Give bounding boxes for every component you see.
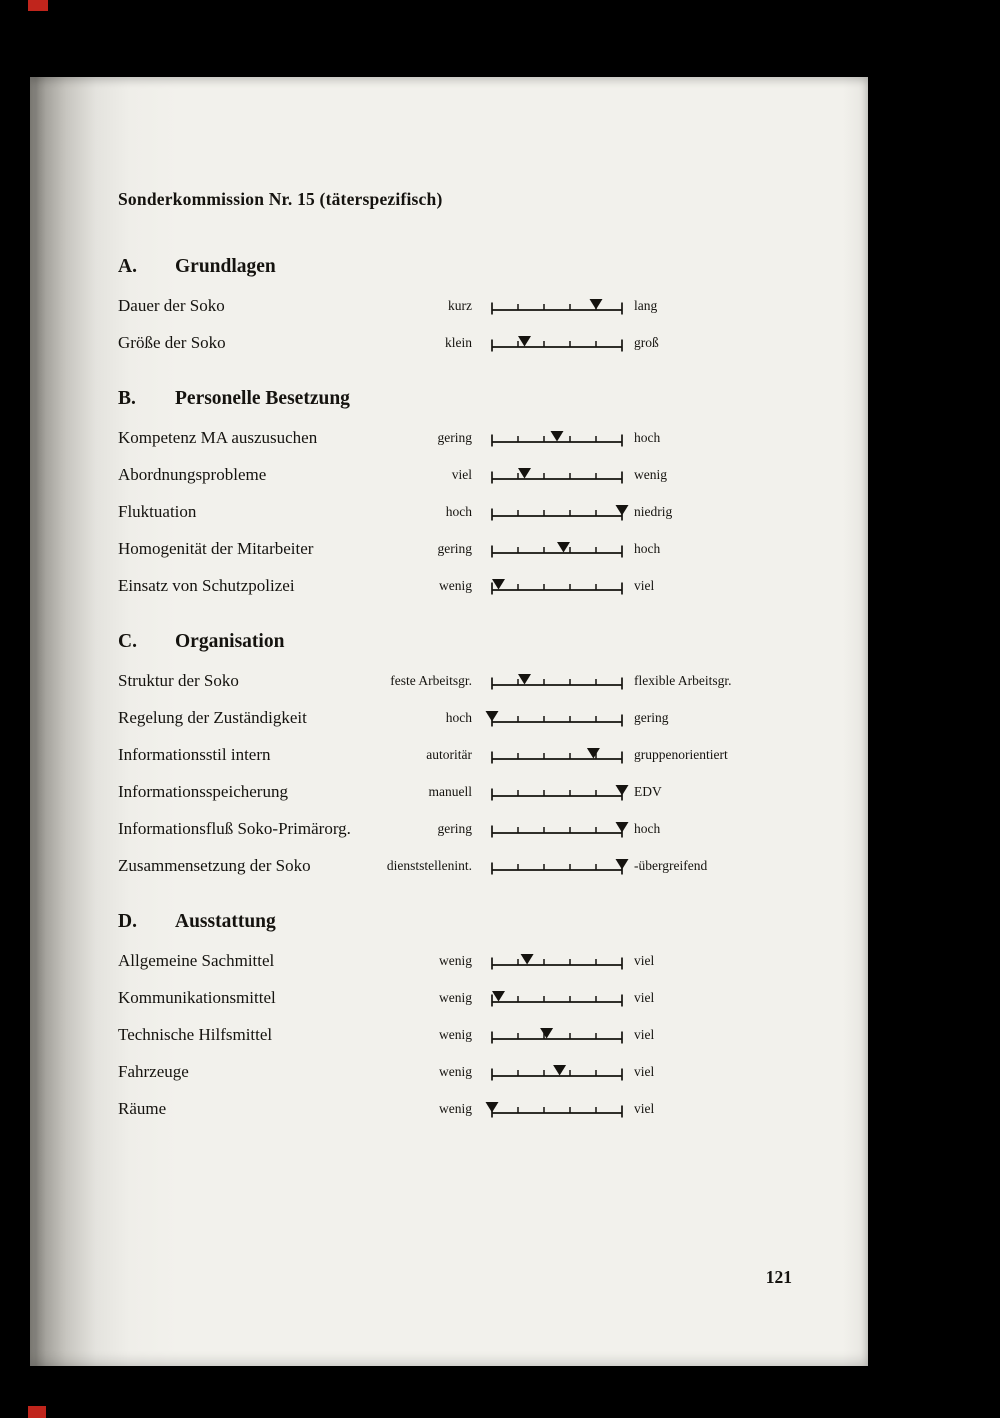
book-page bbox=[30, 77, 868, 1366]
row-label: Regelung der Zuständigkeit bbox=[118, 707, 307, 727]
section-heading bbox=[118, 388, 868, 410]
scale-marker-triangle-icon bbox=[540, 1028, 553, 1039]
rating-scale bbox=[484, 573, 630, 599]
row-label: Kompetenz MA auszusuchen bbox=[118, 427, 318, 447]
right-anchor-label: -übergreifend bbox=[634, 857, 708, 873]
right-anchor-label: hoch bbox=[634, 429, 661, 445]
scale-marker-triangle-icon bbox=[486, 1102, 499, 1113]
scale-marker-triangle-icon bbox=[486, 711, 499, 722]
page-content bbox=[30, 77, 868, 1127]
row-label: Informationsfluß Soko-Primärorg. bbox=[118, 818, 351, 838]
rating-row bbox=[118, 456, 868, 493]
right-anchor-label: EDV bbox=[634, 783, 662, 799]
scale-marker-triangle-icon bbox=[492, 991, 505, 1002]
left-anchor-label: wenig bbox=[439, 1100, 472, 1116]
left-anchor-label: wenig bbox=[439, 989, 472, 1005]
rating-scale bbox=[484, 462, 630, 488]
scale-cell bbox=[472, 1059, 634, 1085]
left-anchor-label: dienststellenint. bbox=[386, 857, 472, 873]
rating-scale bbox=[484, 330, 630, 356]
rating-scale bbox=[484, 742, 630, 768]
scale-marker-triangle-icon bbox=[616, 859, 629, 870]
scale-marker-triangle-icon bbox=[616, 505, 629, 516]
left-anchor-label: hoch bbox=[445, 709, 472, 725]
row-label: Informationsstil intern bbox=[118, 744, 271, 764]
rating-scale bbox=[484, 985, 630, 1011]
scale-cell bbox=[472, 293, 634, 319]
rating-row bbox=[118, 1016, 868, 1053]
scale-marker-triangle-icon bbox=[551, 431, 564, 442]
scale-marker-triangle-icon bbox=[587, 748, 600, 759]
scale-cell bbox=[472, 779, 634, 805]
left-anchor-label: gering bbox=[437, 540, 472, 556]
row-label: Zusammensetzung der Soko bbox=[118, 855, 311, 875]
row-label: Allgemeine Sachmittel bbox=[118, 950, 275, 970]
section bbox=[118, 388, 868, 604]
rating-scale bbox=[484, 853, 630, 879]
section-letter: B. bbox=[118, 388, 136, 409]
rating-row bbox=[118, 942, 868, 979]
rating-scale bbox=[484, 293, 630, 319]
scale-marker-triangle-icon bbox=[492, 579, 505, 590]
right-anchor-label: wenig bbox=[634, 466, 667, 482]
scale-cell bbox=[472, 705, 634, 731]
scale-marker-triangle-icon bbox=[518, 468, 531, 479]
scale-marker-triangle-icon bbox=[616, 822, 629, 833]
scale-cell bbox=[472, 816, 634, 842]
scale-cell bbox=[472, 499, 634, 525]
section-heading-text: Organisation bbox=[175, 631, 285, 652]
row-label: Fluktuation bbox=[118, 501, 197, 521]
rating-row bbox=[118, 773, 868, 810]
left-anchor-label: gering bbox=[437, 429, 472, 445]
rating-row bbox=[118, 1053, 868, 1090]
rating-scale bbox=[484, 816, 630, 842]
scale-cell bbox=[472, 742, 634, 768]
left-anchor-label: wenig bbox=[439, 952, 472, 968]
scale-cell bbox=[472, 536, 634, 562]
section-heading-text: Ausstattung bbox=[175, 911, 276, 932]
row-label: Größe der Soko bbox=[118, 332, 226, 352]
row-label: Dauer der Soko bbox=[118, 295, 225, 315]
section-heading-text: Personelle Besetzung bbox=[175, 388, 350, 409]
rating-row bbox=[118, 1090, 868, 1127]
section bbox=[118, 911, 868, 1127]
right-anchor-label: viel bbox=[634, 989, 655, 1005]
scale-cell bbox=[472, 668, 634, 694]
rating-row bbox=[118, 979, 868, 1016]
scale-marker-triangle-icon bbox=[553, 1065, 566, 1076]
row-label: Kommunikationsmittel bbox=[118, 987, 276, 1007]
row-label: Fahrzeuge bbox=[118, 1061, 189, 1081]
rating-scale bbox=[484, 705, 630, 731]
red-scan-mark-bottom bbox=[28, 1406, 46, 1418]
left-anchor-label: hoch bbox=[445, 503, 472, 519]
right-anchor-label: hoch bbox=[634, 820, 661, 836]
row-label: Technische Hilfsmittel bbox=[118, 1024, 273, 1044]
section-heading bbox=[118, 631, 868, 653]
row-label: Informationsspeicherung bbox=[118, 781, 288, 801]
row-label: Homogenität der Mitarbeiter bbox=[118, 538, 314, 558]
left-anchor-label: manuell bbox=[428, 783, 472, 799]
left-anchor-label: wenig bbox=[439, 1063, 472, 1079]
section-letter: A. bbox=[118, 256, 137, 277]
rating-scale bbox=[484, 536, 630, 562]
rating-scale bbox=[484, 948, 630, 974]
sections-container bbox=[118, 256, 868, 1127]
red-scan-mark-top bbox=[28, 0, 48, 11]
left-anchor-label: autoritär bbox=[426, 746, 472, 762]
scale-marker-triangle-icon bbox=[518, 336, 531, 347]
scale-cell bbox=[472, 1096, 634, 1122]
scale-marker-triangle-icon bbox=[616, 785, 629, 796]
row-label: Abordnungsprobleme bbox=[118, 464, 267, 484]
scale-cell bbox=[472, 1022, 634, 1048]
rating-row bbox=[118, 699, 868, 736]
right-anchor-label: groß bbox=[634, 334, 659, 350]
rating-row bbox=[118, 493, 868, 530]
scale-cell bbox=[472, 573, 634, 599]
scale-cell bbox=[472, 462, 634, 488]
page-title: Sonderkommission Nr. 15 (täterspezifisch) bbox=[118, 189, 443, 209]
scale-cell bbox=[472, 853, 634, 879]
right-anchor-label: viel bbox=[634, 952, 655, 968]
section-heading-text: Grundlagen bbox=[175, 256, 276, 277]
rating-row bbox=[118, 736, 868, 773]
right-anchor-label: viel bbox=[634, 1063, 655, 1079]
section-heading bbox=[118, 911, 868, 933]
rating-row bbox=[118, 530, 868, 567]
right-anchor-label: niedrig bbox=[634, 503, 673, 519]
section-letter: D. bbox=[118, 911, 137, 932]
right-anchor-label: gering bbox=[634, 709, 669, 725]
rating-scale bbox=[484, 668, 630, 694]
rating-row bbox=[118, 810, 868, 847]
row-label: Struktur der Soko bbox=[118, 670, 239, 690]
left-anchor-label: kurz bbox=[448, 297, 472, 313]
rating-row bbox=[118, 847, 868, 884]
rating-scale bbox=[484, 779, 630, 805]
section-heading bbox=[118, 256, 868, 278]
rating-row bbox=[118, 567, 868, 604]
right-anchor-label: viel bbox=[634, 1100, 655, 1116]
rating-scale bbox=[484, 1022, 630, 1048]
scale-marker-triangle-icon bbox=[557, 542, 570, 553]
scale-marker-triangle-icon bbox=[518, 674, 531, 685]
page-number: 121 bbox=[765, 1267, 792, 1287]
rating-scale bbox=[484, 425, 630, 451]
rating-row bbox=[118, 324, 868, 361]
scale-cell bbox=[472, 330, 634, 356]
rating-row bbox=[118, 419, 868, 456]
scale-cell bbox=[472, 985, 634, 1011]
right-anchor-label: hoch bbox=[634, 540, 661, 556]
scale-cell bbox=[472, 948, 634, 974]
row-label: Räume bbox=[118, 1098, 167, 1118]
left-anchor-label: wenig bbox=[439, 577, 472, 593]
left-anchor-label: gering bbox=[437, 820, 472, 836]
right-anchor-label: gruppenorientiert bbox=[634, 746, 728, 762]
section bbox=[118, 631, 868, 884]
section bbox=[118, 256, 868, 361]
right-anchor-label: lang bbox=[634, 297, 658, 313]
scale-cell bbox=[472, 425, 634, 451]
section-letter: C. bbox=[118, 631, 137, 652]
left-anchor-label: feste Arbeitsgr. bbox=[390, 672, 472, 688]
rating-scale bbox=[484, 1096, 630, 1122]
right-anchor-label: viel bbox=[634, 577, 655, 593]
rating-row bbox=[118, 662, 868, 699]
right-anchor-label: viel bbox=[634, 1026, 655, 1042]
left-anchor-label: viel bbox=[451, 466, 472, 482]
rating-scale bbox=[484, 1059, 630, 1085]
scale-marker-triangle-icon bbox=[590, 299, 603, 310]
left-anchor-label: klein bbox=[445, 334, 472, 350]
left-anchor-label: wenig bbox=[439, 1026, 472, 1042]
rating-row bbox=[118, 287, 868, 324]
right-anchor-label: flexible Arbeitsgr. bbox=[634, 672, 732, 688]
row-label: Einsatz von Schutzpolizei bbox=[118, 575, 295, 595]
scale-marker-triangle-icon bbox=[521, 954, 534, 965]
rating-scale bbox=[484, 499, 630, 525]
